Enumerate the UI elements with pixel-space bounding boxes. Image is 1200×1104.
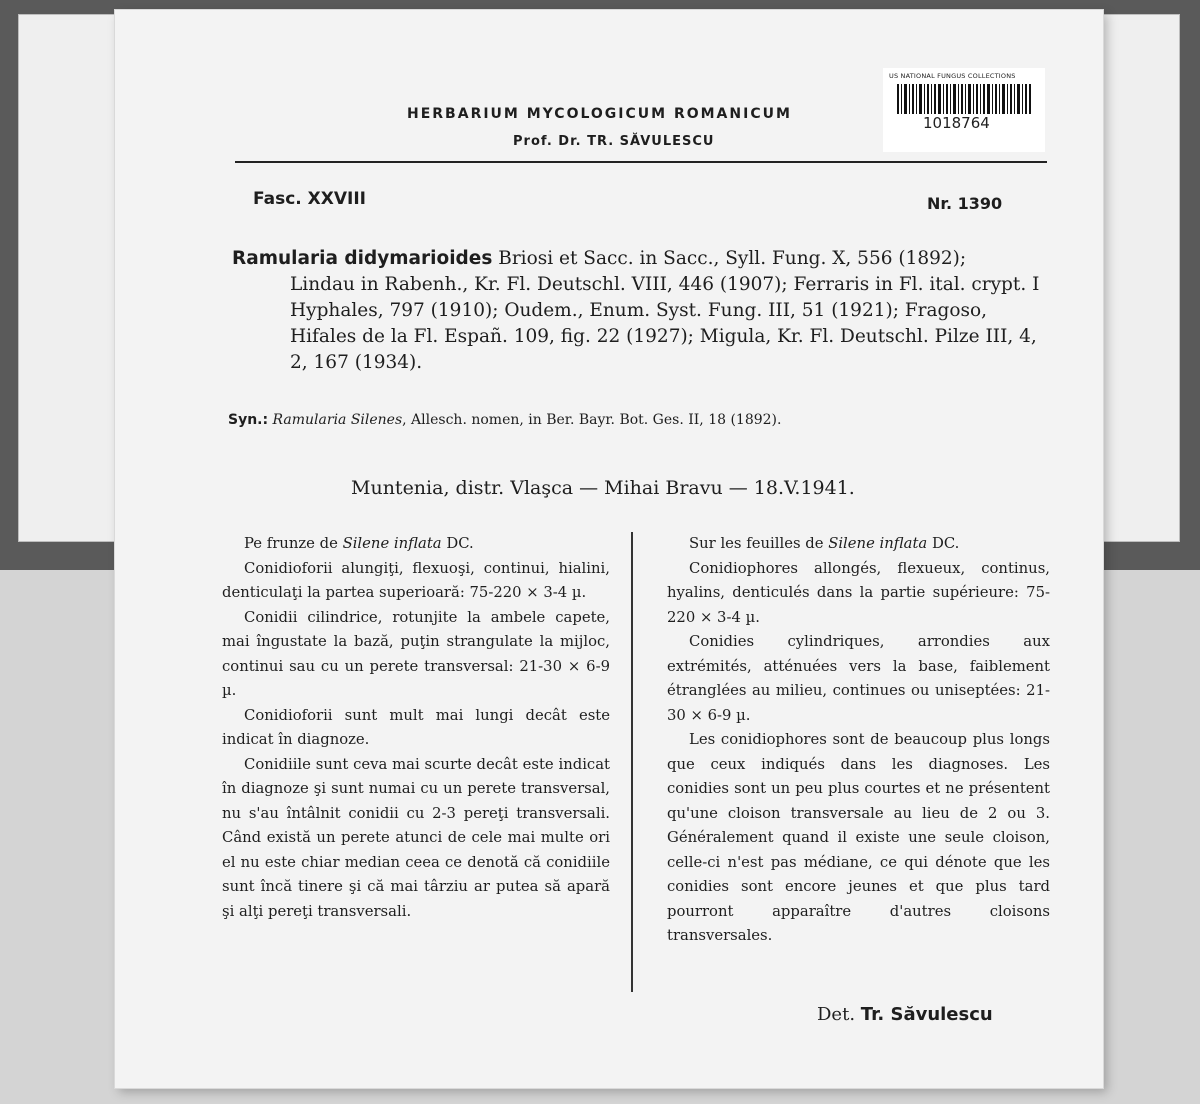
- synonym-line: [228, 412, 781, 428]
- romanian-host-name: Silene inflata: [342, 535, 442, 552]
- determiner-name: Tr. Săvulescu: [860, 1004, 993, 1025]
- taxon-name: Ramularia didymarioides: [232, 248, 493, 269]
- citation-continuation: Lindau in Rabenh., Kr. Fl. Deutschl. VIII, 446 (1907); Ferraris in Fl. ital. crypt. I Hyphales, 797 (1910); Oudem., Enum. Syst. Fung. III, 51 (1921); Fragoso, Hifales de la Fl. Españ. 109, fig. 22 (1927); Migula, Kr. Fl. Deutschl. Pilze III, 4, 2, 167 (1934).: [290, 274, 1040, 373]
- determiner-line: [817, 1004, 993, 1025]
- taxon-citation: [232, 246, 1054, 376]
- herbarium-title: HERBARIUM MYCOLOGICUM ROMANICUM: [407, 106, 792, 122]
- romanian-paragraph-3: Conidioforii sunt mult mai lungi decât este indicat în diagnoze.: [222, 706, 610, 748]
- romanian-host-suffix: DC.: [441, 535, 474, 552]
- french-host: [667, 532, 1050, 557]
- barcode-number: 1018764: [923, 114, 990, 132]
- synonym-reference: , Allesch. nomen, in Ber. Bayr. Bot. Ges. II, 18 (1892).: [402, 412, 782, 428]
- barcode-collection: US NATIONAL FUNGUS COLLECTIONS: [889, 72, 1016, 80]
- romanian-paragraph-2: Conidii cilindrice, rotunjite la ambele capete, mai îngustate la bază, puţin strangulate la mijloc, continui sau cu un perete transversal: 21-30 × 6-9 µ.: [222, 608, 610, 699]
- romanian-description: [222, 532, 610, 924]
- barcode-icon: [897, 84, 1031, 114]
- column-divider: [631, 532, 633, 992]
- french-paragraph-3: Les conidiophores sont de beaucoup plus longs que ceux indiqués dans les diagnoses. Les conidies sont un peu plus courtes et ne présentent qu'une cloison transversale au lieu de 2 ou 3. Généralement quand il existe une seule cloison, celle-ci n'est pas médiane, ce qui dénote que les conidies sont encore jeunes et que plus tard pourront apparaître d'autres cloisons transversales.: [667, 731, 1050, 944]
- french-paragraph-1: Conidiophores allongés, flexueux, continus, hyalins, denticulés dans la partie supérieure: 75-220 × 3-4 µ.: [667, 559, 1050, 626]
- herbarium-editor: Prof. Dr. TR. SĂVULESCU: [513, 134, 715, 149]
- french-paragraph-2: Conidies cylindriques, arrondies aux extrémités, atténuées vers la base, faiblement étranglées au milieu, continues ou uniseptées: 21-30 × 6-9 µ.: [667, 633, 1050, 724]
- header-divider: [235, 161, 1047, 163]
- barcode-sticker: [883, 68, 1045, 152]
- citation-first-line: Briosi et Sacc. in Sacc., Syll. Fung. X, 556 (1892);: [492, 248, 967, 269]
- romanian-host: [222, 532, 610, 557]
- french-host-prefix: Sur les feuilles de: [689, 535, 829, 552]
- french-host-suffix: DC.: [927, 535, 960, 552]
- fascicle-number: Fasc. XXVIII: [253, 189, 367, 209]
- synonym-label: Syn.:: [228, 412, 269, 428]
- romanian-paragraph-4: Conidiile sunt ceva mai scurte decât este indicat în diagnoze şi sunt numai cu un perete transversal, nu s'au întâlnit conidii cu 2-3 pereţi transversali. Când există un perete atunci de cele mai multe ori el nu este chiar median ceea ce denotă că conidiile sunt încă tinere şi că mai târziu ar putea să apară şi alţi pereţi transversali.: [222, 755, 610, 920]
- romanian-paragraph-1: Conidioforii alungiţi, flexuoşi, continui, hialini, denticulaţi la partea superioară: 75-220 × 3-4 µ.: [222, 559, 610, 601]
- french-description: [667, 532, 1050, 949]
- french-host-name: Silene inflata: [828, 535, 928, 552]
- collection-locality: Muntenia, distr. Vlaşca — Mihai Bravu — 18.V.1941.: [351, 477, 855, 499]
- determiner-prefix: Det.: [817, 1004, 861, 1025]
- specimen-label: [115, 10, 1103, 1088]
- specimen-number: Nr. 1390: [927, 194, 1003, 213]
- romanian-host-prefix: Pe frunze de: [244, 535, 343, 552]
- synonym-name: Ramularia Silenes: [272, 412, 403, 428]
